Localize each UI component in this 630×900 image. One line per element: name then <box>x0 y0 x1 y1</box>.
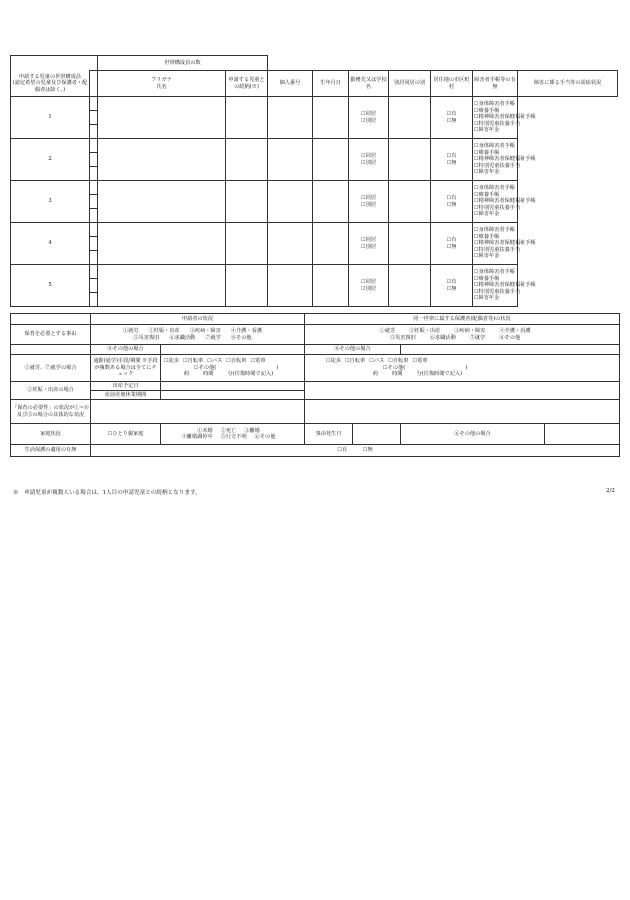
member-row-number: 4 <box>11 223 90 265</box>
member-count-label: 世帯構成員の数 <box>98 56 268 71</box>
pregnancy-label: ②妊娠・出産の場合 <box>11 382 91 400</box>
spouse-time: 約 時間 分(往復時間で記入) <box>373 371 463 378</box>
member-name-cell[interactable] <box>90 279 98 293</box>
commute-label: 通勤(通学)手段/期間 ※手段が複数ある場合は全てにチェック <box>91 355 161 382</box>
status-option[interactable]: ☐特別児童扶養手当 <box>474 204 521 211</box>
option-item[interactable]: ⑤災害復旧 <box>133 334 160 341</box>
option-item[interactable]: ③疾病・障害 <box>189 328 221 334</box>
option-item[interactable]: ③離婚 <box>244 427 260 434</box>
status-option[interactable]: ☐身体障害者手帳 <box>474 143 515 150</box>
status-option[interactable]: ☐特別児童扶養手当 <box>474 288 521 295</box>
member-relation-cell[interactable] <box>98 139 226 181</box>
cohabit-option[interactable]: ☐同居 <box>361 195 377 201</box>
cohabit-option[interactable]: ☐同居 <box>361 237 377 243</box>
other-case6-label: ⑥その他の場合 <box>401 424 545 445</box>
member-furigana-cell[interactable] <box>90 97 98 111</box>
member-book-cell[interactable] <box>431 139 473 181</box>
member-name-cell[interactable] <box>90 237 98 251</box>
name-header: 氏名 <box>156 83 167 90</box>
book-option[interactable]: ☐有 <box>446 237 457 243</box>
applicant-reasons-row1 <box>92 328 303 335</box>
book-option[interactable]: ☐有 <box>446 279 457 285</box>
cohabit-option[interactable]: ☐別居 <box>361 285 377 292</box>
cohabit-option[interactable]: ☐同居 <box>361 153 377 159</box>
member-relation-cell[interactable] <box>98 265 226 307</box>
status-option[interactable]: ☐身体障害者手帳 <box>474 269 515 276</box>
member-birth-cell[interactable] <box>268 181 313 223</box>
welfare-options <box>91 445 620 457</box>
mynumber-header: 個人番号 <box>268 71 313 97</box>
member-row-number: 5 <box>11 265 90 307</box>
status-option[interactable]: ☐障害年金 <box>474 253 500 260</box>
member-birth-cell[interactable] <box>268 223 313 265</box>
option-item[interactable]: ③疾病・障害 <box>454 328 486 334</box>
family-options <box>161 424 305 445</box>
option-item[interactable]: ⑥求職活動 <box>169 334 196 341</box>
member-relation-cell[interactable] <box>98 181 226 223</box>
side-label-text: 申請する児童の世帯構成員 <box>18 73 82 80</box>
applicant-commute <box>161 355 305 382</box>
member-residence-cell[interactable] <box>389 265 431 307</box>
member-cohabit-cell[interactable] <box>349 223 389 265</box>
member-name-cell[interactable] <box>90 293 98 307</box>
book-option[interactable]: ☐有 <box>446 195 457 201</box>
spouse-header: 同一世帯に属する保護者(配偶者等)の状況 <box>305 314 620 325</box>
option-item[interactable]: ①未婚 <box>197 427 213 434</box>
option-item[interactable]: ⑧その他 <box>499 334 521 341</box>
book-header: 障害者手帳等の有無 <box>473 71 518 97</box>
blank-header <box>11 314 91 325</box>
situation-table <box>10 313 620 457</box>
status-option[interactable]: ☐特別児童扶養手当 <box>474 162 521 169</box>
book-option[interactable]: ☐無 <box>446 117 457 124</box>
book-option[interactable]: ☐有 <box>446 153 457 159</box>
option-item[interactable]: ⑤行方不明 <box>220 434 247 440</box>
member-status-cell[interactable] <box>473 265 536 307</box>
member-residence-cell[interactable] <box>389 181 431 223</box>
cohabit-option[interactable]: ☐同居 <box>361 111 377 117</box>
member-status-cell[interactable] <box>473 97 536 139</box>
option-item[interactable]: ①就労 <box>123 328 139 334</box>
member-book-cell[interactable] <box>431 97 473 139</box>
member-relation-cell[interactable] <box>98 97 226 139</box>
member-cohabit-cell[interactable] <box>349 97 389 139</box>
necessity-label: 「保育の必要性」の状況が①~⑧及び⑤の場合の具体的な状況 <box>11 400 91 424</box>
cohabit-option[interactable]: ☐同居 <box>361 279 377 285</box>
single-parent-option[interactable]: ☐ひとり親家庭 <box>91 424 161 445</box>
member-status-cell[interactable] <box>473 181 536 223</box>
member-furigana-cell[interactable] <box>90 139 98 153</box>
option-item[interactable]: ②妊娠・出産 <box>409 328 441 334</box>
side-label-note: (認定希望の児童及び保護者・配偶者は除く。) <box>12 80 88 93</box>
member-name-cell[interactable] <box>90 153 98 167</box>
cohabit-option[interactable]: ☐別居 <box>361 201 377 208</box>
member-birth-cell[interactable] <box>268 265 313 307</box>
family-options-row2 <box>162 434 303 441</box>
option-item[interactable]: ☐電車 <box>412 358 428 365</box>
member-relation-cell[interactable] <box>98 223 226 265</box>
status-option[interactable]: ☐精神障害者保健福祉手帳 <box>474 282 536 289</box>
spouse-other-open: ☐その他( <box>383 364 406 371</box>
birth-header: 生年月日 <box>313 71 349 97</box>
status-option[interactable]: ☐身体障害者手帳 <box>474 101 515 108</box>
member-book-cell[interactable] <box>431 223 473 265</box>
option-item[interactable]: ⑧その他 <box>230 334 252 341</box>
member-mynumber-cell[interactable] <box>226 139 268 181</box>
option-item[interactable]: ☐バス <box>207 358 223 365</box>
member-workplace-cell[interactable] <box>313 97 349 139</box>
member-mynumber-cell[interactable] <box>226 97 268 139</box>
option-item[interactable]: ②妊娠・出産 <box>148 328 180 334</box>
applicant-other-case: ⑧その他の場合 <box>91 345 161 355</box>
member-furigana-cell[interactable] <box>90 223 98 237</box>
relation-header: 申請する児童との続柄(※) <box>226 71 268 97</box>
status-option[interactable]: ☐療養手帳 <box>474 191 500 198</box>
member-cohabit-cell[interactable] <box>349 181 389 223</box>
footnote: ※ 申請児童が複数人いる場合は、1人目の申請児童との続柄となります。 <box>13 490 201 496</box>
status-option[interactable]: ☐精神障害者保健福祉手帳 <box>474 198 536 205</box>
option-item[interactable]: ①就労 <box>379 328 396 334</box>
member-workplace-cell[interactable] <box>313 181 349 223</box>
member-name-cell[interactable] <box>90 195 98 209</box>
member-cohabit-cell[interactable] <box>349 139 389 181</box>
status-option[interactable]: ☐精神障害者保健福祉手帳 <box>474 114 536 121</box>
status-option[interactable]: ☐身体障害者手帳 <box>474 227 515 234</box>
applicant-other-close: ) <box>276 364 279 371</box>
member-row-number: 2 <box>11 139 90 181</box>
member-row-number: 1 <box>11 97 90 139</box>
option-item[interactable]: ④介護・看護 <box>230 328 262 334</box>
status-option[interactable]: ☐精神障害者保健福祉手帳 <box>474 240 536 247</box>
member-mynumber-cell[interactable] <box>226 265 268 307</box>
option-item[interactable]: ④介護・看護 <box>499 328 531 334</box>
status-option[interactable]: ☐療養手帳 <box>474 107 500 114</box>
workplace-header: 勤務先又は学校名 <box>349 71 389 97</box>
status-option[interactable]: ☐障害年金 <box>474 211 500 218</box>
welfare-label: 生活保護の適用の有無 <box>11 445 91 457</box>
spouse-reasons <box>305 325 620 345</box>
member-birth-cell[interactable] <box>268 97 313 139</box>
applicant-reasons <box>91 325 305 345</box>
option-item[interactable]: ☐徒歩 <box>164 358 180 365</box>
member-name-cell[interactable] <box>90 125 98 139</box>
member-birth-cell[interactable] <box>268 139 313 181</box>
spouse-reasons-row2 <box>306 335 618 342</box>
spouse-other-close: ) <box>465 364 468 371</box>
option-item[interactable]: ⑦就学 <box>469 334 486 341</box>
event-date-label: 事由発生日 <box>305 424 353 445</box>
applicant-reasons-row2 <box>92 335 303 342</box>
status-option[interactable]: ☐療養手帳 <box>474 149 500 156</box>
member-workplace-cell[interactable] <box>313 139 349 181</box>
reason-label: 保育を必要とする事由 <box>11 325 91 345</box>
member-workplace-cell[interactable] <box>313 223 349 265</box>
option-item[interactable]: ☐自転車 <box>388 358 409 365</box>
member-book-cell[interactable] <box>431 181 473 223</box>
welfare-no[interactable]: ☐無 <box>362 447 373 454</box>
cohabit-option[interactable]: ☐別居 <box>361 117 377 124</box>
furigana-header: フリガナ <box>151 77 172 83</box>
page-number: 2/2 <box>605 488 615 494</box>
member-residence-cell[interactable] <box>389 139 431 181</box>
member-name-cell[interactable] <box>90 251 98 265</box>
status-option[interactable]: ☐障害年金 <box>474 127 500 134</box>
option-item[interactable]: ⑦就学 <box>205 334 221 341</box>
applicant-time: 約 時間 分(往復時間で記入) <box>184 371 274 378</box>
furigana-name-header <box>98 71 226 97</box>
member-furigana-cell[interactable] <box>90 181 98 195</box>
work-label: ①就労、⑦就学の場合 <box>11 355 91 382</box>
option-item[interactable]: ☐自転車 <box>183 358 204 365</box>
welfare-yes[interactable]: ☐有 <box>337 447 348 454</box>
member-row-number: 3 <box>11 181 90 223</box>
applicant-other-open: ☐その他( <box>194 364 217 371</box>
due-date-label: 出産予定日 <box>91 382 161 391</box>
member-residence-cell[interactable] <box>389 223 431 265</box>
book-option[interactable]: ☐無 <box>446 285 457 292</box>
corner-cell <box>11 56 90 71</box>
cohabit-header: 別居同居の別 <box>389 71 431 97</box>
member-name-cell[interactable] <box>90 167 98 181</box>
status-option[interactable]: ☐障害年金 <box>474 295 500 302</box>
residence-header: 居住地の市区町村 <box>431 71 473 97</box>
book-option[interactable]: ☐有 <box>446 111 457 117</box>
member-name-cell[interactable] <box>90 209 98 223</box>
status-option[interactable]: ☐療養手帳 <box>474 275 500 282</box>
member-mynumber-cell[interactable] <box>226 181 268 223</box>
status-option[interactable]: ☐特別児童扶養手当 <box>474 246 521 253</box>
option-item[interactable]: ④離婚調停中 <box>181 434 213 440</box>
member-furigana-cell[interactable] <box>90 265 98 279</box>
status-option[interactable]: ☐障害年金 <box>474 169 500 176</box>
book-option[interactable]: ☐無 <box>446 201 457 208</box>
option-item[interactable]: ☐自転車 <box>226 358 247 365</box>
option-item[interactable]: ⑥その他 <box>254 434 276 440</box>
leave-period-label: 産前産後休業期間 <box>91 391 161 400</box>
member-name-cell[interactable] <box>90 111 98 125</box>
member-book-cell[interactable] <box>431 265 473 307</box>
status-option[interactable]: ☐身体障害者手帳 <box>474 185 515 192</box>
member-cohabit-cell[interactable] <box>349 265 389 307</box>
applicant-header: 申請者の状況 <box>91 314 305 325</box>
spouse-other-case: ⑧その他の場合 <box>305 345 401 355</box>
household-table <box>10 55 618 307</box>
member-workplace-cell[interactable] <box>313 265 349 307</box>
member-status-cell[interactable] <box>473 223 536 265</box>
option-item[interactable]: ②死亡 <box>220 427 237 434</box>
status-option[interactable]: ☐特別児童扶養手当 <box>474 120 521 127</box>
member-status-cell[interactable] <box>473 139 536 181</box>
option-item[interactable]: ☐バス <box>369 358 385 365</box>
status-option[interactable]: ☐精神障害者保健福祉手帳 <box>474 156 536 163</box>
status-header: 障害に係る手当等の需給状況 <box>518 71 618 97</box>
option-item[interactable]: ☐徒歩 <box>326 358 342 365</box>
status-option[interactable]: ☐療養手帳 <box>474 233 500 240</box>
spouse-commute <box>305 355 620 382</box>
book-option[interactable]: ☐無 <box>446 159 457 166</box>
cohabit-option[interactable]: ☐別居 <box>361 243 377 250</box>
household-side-label <box>11 71 90 97</box>
cohabit-option[interactable]: ☐別居 <box>361 159 377 166</box>
member-residence-cell[interactable] <box>389 97 431 139</box>
member-mynumber-cell[interactable] <box>226 223 268 265</box>
family-label: 家庭状況 <box>11 424 91 445</box>
option-item[interactable]: ☐電車 <box>250 358 266 365</box>
option-item[interactable]: ⑤災害復旧 <box>389 334 416 341</box>
option-item[interactable]: ☐自転車 <box>345 358 366 365</box>
book-option[interactable]: ☐無 <box>446 243 457 250</box>
option-item[interactable]: ⑥求職活動 <box>429 334 456 341</box>
